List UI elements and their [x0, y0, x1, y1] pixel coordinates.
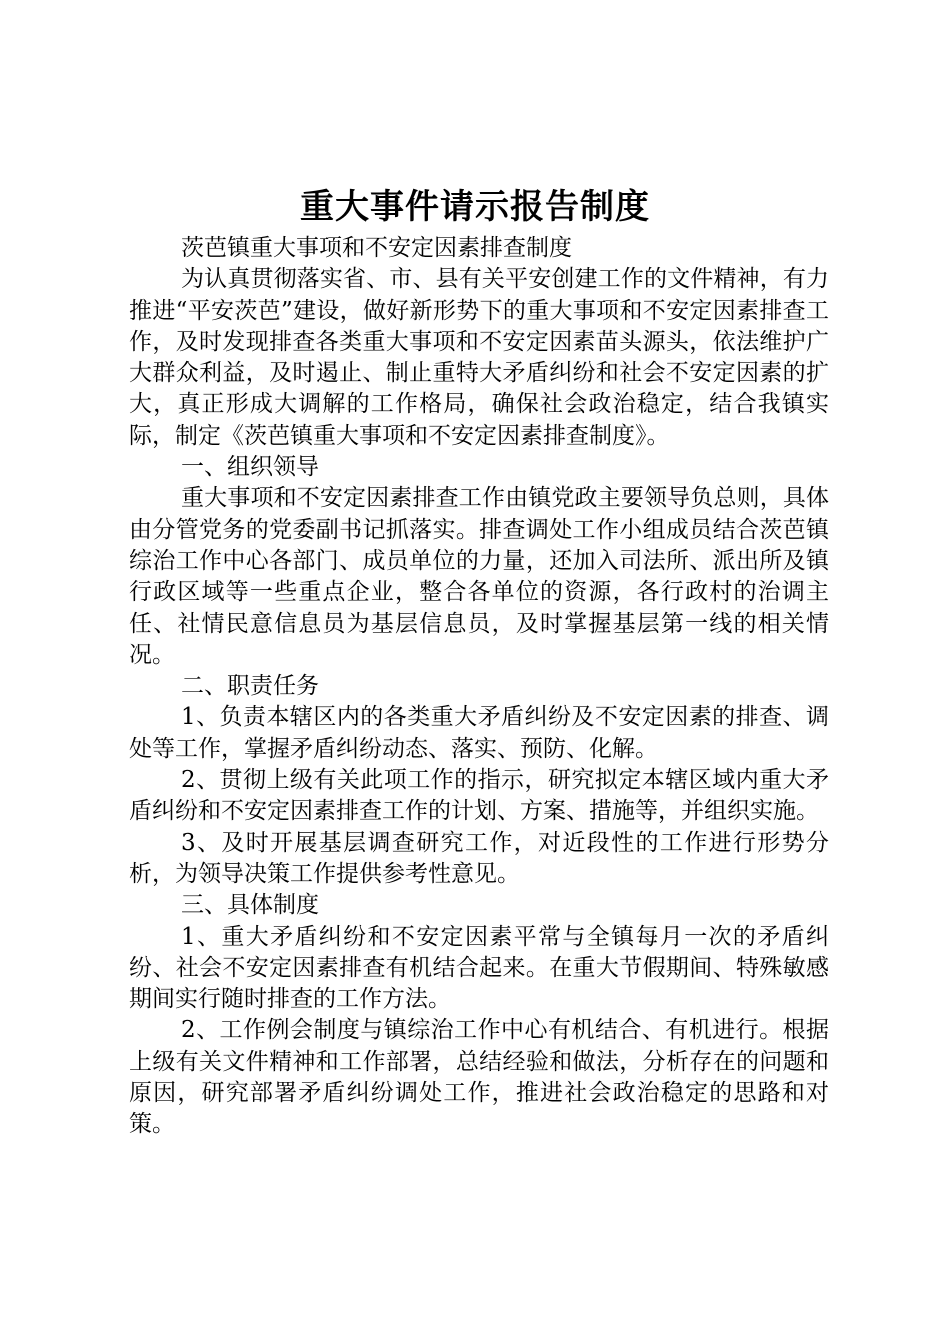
rule-item-1: 1、重大矛盾纠纷和不安定因素平常与全镇每月一次的矛盾纠纷、社会不安定因素排查有机结合起来。在重大节假期间、特殊敏感期间实行随时排查的工作方法。 — [129, 923, 829, 1013]
intro-paragraph: 为认真贯彻落实省、市、县有关平安创建工作的文件精神，有力推进“平安茨芭”建设，做好新形势下的重大事项和不安定因素排查工作，及时发现排查各类重大事项和不安定因素苗头源头，依法维护广大群众利益，及时遏止、制止重特大矛盾纠纷和社会不安定因素的扩大，真正形成大调解的工作格局，确保社会政治稳定，结合我镇实际，制定《茨芭镇重大事项和不安定因素排查制度》。 — [129, 266, 829, 449]
duty-item-1: 1、负责本辖区内的各类重大矛盾纠纷及不安定因素的排查、调处等工作，掌握矛盾纠纷动态、落实、预防、化解。 — [129, 704, 829, 762]
section-heading-duties: 二、职责任务 — [181, 673, 319, 700]
duty-item-2: 2、贯彻上级有关此项工作的指示，研究拟定本辖区域内重大矛盾纠纷和不安定因素排查工作的计划、方案、措施等，并组织实施。 — [129, 767, 829, 825]
section-heading-organization: 一、组织领导 — [181, 454, 319, 481]
duty-item-3: 3、及时开展基层调查研究工作，对近段性的工作进行形势分析，为领导决策工作提供参考性意见。 — [129, 829, 829, 887]
subtitle-paragraph: 茨芭镇重大事项和不安定因素排查制度 — [181, 235, 572, 261]
organization-paragraph: 重大事项和不安定因素排查工作由镇党政主要领导负总则，具体由分管党务的党委副书记抓落实。排查调处工作小组成员结合茨芭镇综治工作中心各部门、成员单位的力量，还加入司法所、派出所及镇行政区域等一些重点企业，整合各单位的资源，各行政村的治调主任、社情民意信息员为基层信息员，及时掌握基层第一线的相关情况。 — [129, 485, 829, 668]
document-body — [129, 233, 829, 1141]
section-heading-rules: 三、具体制度 — [181, 892, 319, 919]
rule-item-2: 2、工作例会制度与镇综治工作中心有机结合、有机进行。根据上级有关文件精神和工作部署，总结经验和做法，分析存在的问题和原因，研究部署矛盾纠纷调处工作，推进社会政治稳定的思路和对策。 — [129, 1017, 829, 1138]
document-title: 重大事件请示报告制度 — [300, 187, 650, 227]
